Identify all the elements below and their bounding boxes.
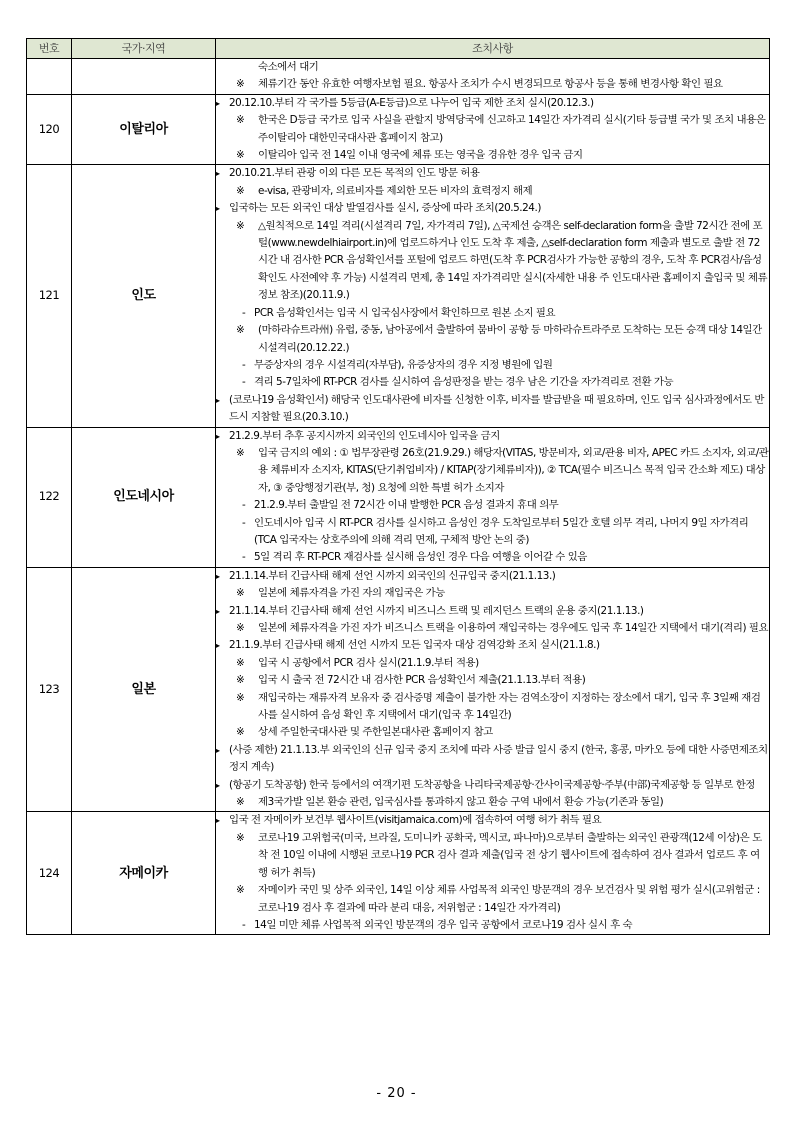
bullet-item: ▸ 입국 전 자메이카 보건부 웹사이트(visitjamaica.com)에 접속하여 여행 허가 취득 필요 <box>216 812 769 829</box>
bullet-item: ▸ 21.1.9.부터 긴급사태 해제 선언 시까지 모든 입국자 대상 검역강화 조치 실시(21.1.8.) <box>216 637 769 654</box>
dash-item: - 21.2.9.부터 출발일 전 72시간 이내 발행한 PCR 음성 결과지 휴대 의무 <box>216 497 769 514</box>
country-name: 자메이카 <box>72 812 216 935</box>
bullet-item: ▸ 입국하는 모든 외국인 대상 발열검사를 실시, 증상에 따라 조치(20.5.24.) <box>216 200 769 217</box>
measures-cell <box>216 427 770 567</box>
row-number: 121 <box>27 165 72 427</box>
dash-item: - 무증상자의 경우 시설격리(자부담), 유증상자의 경우 지정 병원에 입원 <box>216 357 769 374</box>
dash-item: - 격리 5-7일차에 RT-PCR 검사를 실시하여 음성판정을 받는 경우 남은 기간을 자가격리로 전환 가능 <box>216 374 769 391</box>
measures-cell <box>216 567 770 812</box>
row-number: 120 <box>27 94 72 165</box>
note-item: ※ 자메이카 국민 및 상주 외국인, 14일 이상 체류 사업목적 외국인 방문객의 경우 보건검사 및 위험 평가 실시(고위험군 : 코로나19 검사 후 결과에 따라 분리 대응, 저위험군 : 14일간 자가격리) <box>216 882 769 917</box>
measures-cell <box>216 59 770 95</box>
bullet-item: ▸ 20.10.21.부터 관광 이외 다른 모든 목적의 인도 방문 허용 <box>216 165 769 182</box>
measures-table <box>26 38 770 935</box>
table-row <box>27 427 770 567</box>
dash-item: - 5일 격리 후 RT-PCR 재검사를 실시해 음성인 경우 다음 여행을 이어갈 수 있음 <box>216 549 769 566</box>
header-country: 국가·지역 <box>72 39 216 59</box>
country-name: 이탈리아 <box>72 94 216 165</box>
table-row <box>27 812 770 935</box>
row-number: 122 <box>27 427 72 567</box>
note-item: ※ 상세 주일한국대사관 및 주한일본대사관 홈페이지 참고 <box>216 724 769 741</box>
note-item: ※ e-visa, 관광비자, 의료비자를 제외한 모든 비자의 효력정지 해제 <box>216 183 769 200</box>
bullet-item: ▸ 21.1.14.부터 긴급사태 해제 선언 시까지 외국인의 신규입국 중지(21.1.13.) <box>216 568 769 585</box>
row-number <box>27 59 72 95</box>
measures-cell <box>216 812 770 935</box>
note-item: ※ 한국은 D등급 국가로 입국 사실을 관할지 방역당국에 신고하고 14일간 자가격리 실시(기타 등급별 국가 및 조치 내용은 주이탈리아 대한민국대사관 홈페이지 참고) <box>216 112 769 147</box>
note-item: ※ 일본에 체류자격을 가진 자가 비즈니스 트랙을 이용하여 재입국하는 경우에도 입국 후 14일간 지택에서 대기(격리) 필요 <box>216 620 769 637</box>
header-measures: 조치사항 <box>216 39 770 59</box>
note-item: ※ 입국 금지의 예외 : ① 법무장관령 26호(21.9.29.) 해당자(VITAS, 방문비자, 외교/관용 비자, APEC 카드 소지자, 외교/관용 체류비자 소지자, KITAS(단기취업비자) / KITAP(장기체류비자)), ② TCA(필수 비즈니스 목적 입국 간소화 제도) 대상자, ③ 중앙행정기관(부, 청) 요청에 의한 특별 허가 소지자 <box>216 445 769 497</box>
continuation-text: 숙소에서 대기 <box>258 61 319 73</box>
note-item: ※ 코로나19 고위험국(미국, 브라질, 도미니카 공화국, 멕시코, 파나마)으로부터 출발하는 외국인 관광객(12세 이상)은 도착 전 10일 이내에 시행된 코로나19 PCR 검사 결과 제출(입국 전 상기 웹사이트에 접속하여 검사 결과서 업로드 후 여행 허가 취득) <box>216 830 769 882</box>
note-item: ※ 일본에 체류자격을 가진 자의 재입국은 가능 <box>216 585 769 602</box>
row-number: 124 <box>27 812 72 935</box>
country-name: 인도네시아 <box>72 427 216 567</box>
table-row <box>27 165 770 427</box>
row-number: 123 <box>27 567 72 812</box>
measures-cell <box>216 94 770 165</box>
bullet-item: ▸ 20.12.10.부터 각 국가를 5등급(A-E등급)으로 나누어 입국 제한 조치 실시(20.12.3.) <box>216 95 769 112</box>
country-name: 일본 <box>72 567 216 812</box>
bullet-item: ▸ (코로나19 음성확인서) 해당국 인도대사관에 비자를 신청한 이후, 비자를 발급받을 때 필요하며, 인도 입국 심사과정에서도 반드시 지참할 필요(20.3.10.) <box>216 392 769 427</box>
note-item: ※ (마하라슈트라州) 유럽, 중동, 남아공에서 출발하여 뭄바이 공항 등 마하라슈트라주로 도착하는 모든 승객 대상 14일간 시설격리(20.12.22.) <box>216 322 769 357</box>
note-item: ※ △원칙적으로 14일 격리(시설격리 7일, 자가격리 7일), △국제선 승객은 self-declaration form을 출발 72시간 전에 포털(www.newdelhiairport.in)에 업로드하거나 인도 도착 후 제출, △self-declaration form 제출과 별도로 출발 전 72시간 내 검사한 PCR 음성확인서를 포털에 업로드 하면(도착 후 PCR검사가 가능한 공항의 경우, 도착 후 PCR검사/음성확인도 사전예약 후 가능) 시설격리 면제, 총 14일 자가격리만 실시(자세한 내용 주 인도대사관 홈페이지 출입국 및 체류정보 참조)(20.11.9.) <box>216 218 769 305</box>
table-row <box>27 59 770 95</box>
bullet-item: ▸ (사증 제한) 21.1.13.부 외국인의 신규 입국 중지 조치에 따라 사증 발급 일시 중지 (한국, 홍콩, 마카오 등에 대한 사증면제조치 정지 계속) <box>216 742 769 777</box>
note-item: ※ 제3국가발 일본 환승 관련, 입국심사를 통과하지 않고 환승 구역 내에서 환승 가능(기존과 동일) <box>216 794 769 811</box>
note-item: ※ 입국 시 공항에서 PCR 검사 실시(21.1.9.부터 적용) <box>216 655 769 672</box>
note-item: ※ 입국 시 출국 전 72시간 내 검사한 PCR 음성확인서 제출(21.1.13.부터 적용) <box>216 672 769 689</box>
header-number: 번호 <box>27 39 72 59</box>
note-item: ※ 체류기간 동안 유효한 여행자보험 필요. 항공사 조치가 수시 변경되므로 항공사 등을 통해 변경사항 확인 필요 <box>216 76 769 93</box>
bullet-item: ▸ 21.1.14.부터 긴급사태 해제 선언 시까지 비즈니스 트랙 및 레지던스 트랙의 운용 중지(21.1.13.) <box>216 603 769 620</box>
dash-item: - 14일 미만 체류 사업목적 외국인 방문객의 경우 입국 공항에서 코로나19 검사 실시 후 숙 <box>216 917 769 934</box>
dash-item: - 인도네시아 입국 시 RT-PCR 검사를 실시하고 음성인 경우 도착일로부터 5일간 호텔 의무 격리, 나머지 9일 자가격리(TCA 입국자는 상호주의에 의해 격리 면제, 구체적 방안 논의 중) <box>216 515 769 550</box>
bullet-item: ▸ 21.2.9.부터 추후 공지시까지 외국인의 인도네시아 입국을 금지 <box>216 428 769 445</box>
note-item: ※ 이탈리아 입국 전 14일 이내 영국에 체류 또는 영국을 경유한 경우 입국 금지 <box>216 147 769 164</box>
measures-cell <box>216 165 770 427</box>
bullet-item: ▸ (항공기 도착공항) 한국 등에서의 여객기편 도착공항을 나리타국제공항·간사이국제공항·주부(中部)국제공항 등 일부로 한정 <box>216 777 769 794</box>
table-row <box>27 94 770 165</box>
table-row <box>27 567 770 812</box>
page-number: - 20 - <box>376 1086 417 1101</box>
table-header-row <box>27 39 770 59</box>
country-name: 인도 <box>72 165 216 427</box>
country-name <box>72 59 216 95</box>
dash-item: - PCR 음성확인서는 입국 시 입국심사장에서 확인하므로 원본 소지 필요 <box>216 305 769 322</box>
note-item: ※ 재입국하는 재류자격 보유자 중 검사증명 제출이 불가한 자는 검역소장이 지정하는 장소에서 대기, 입국 후 3일째 재검사를 실시하여 음성 확인 후 지택에서 대기(입국 후 14일간) <box>216 690 769 725</box>
